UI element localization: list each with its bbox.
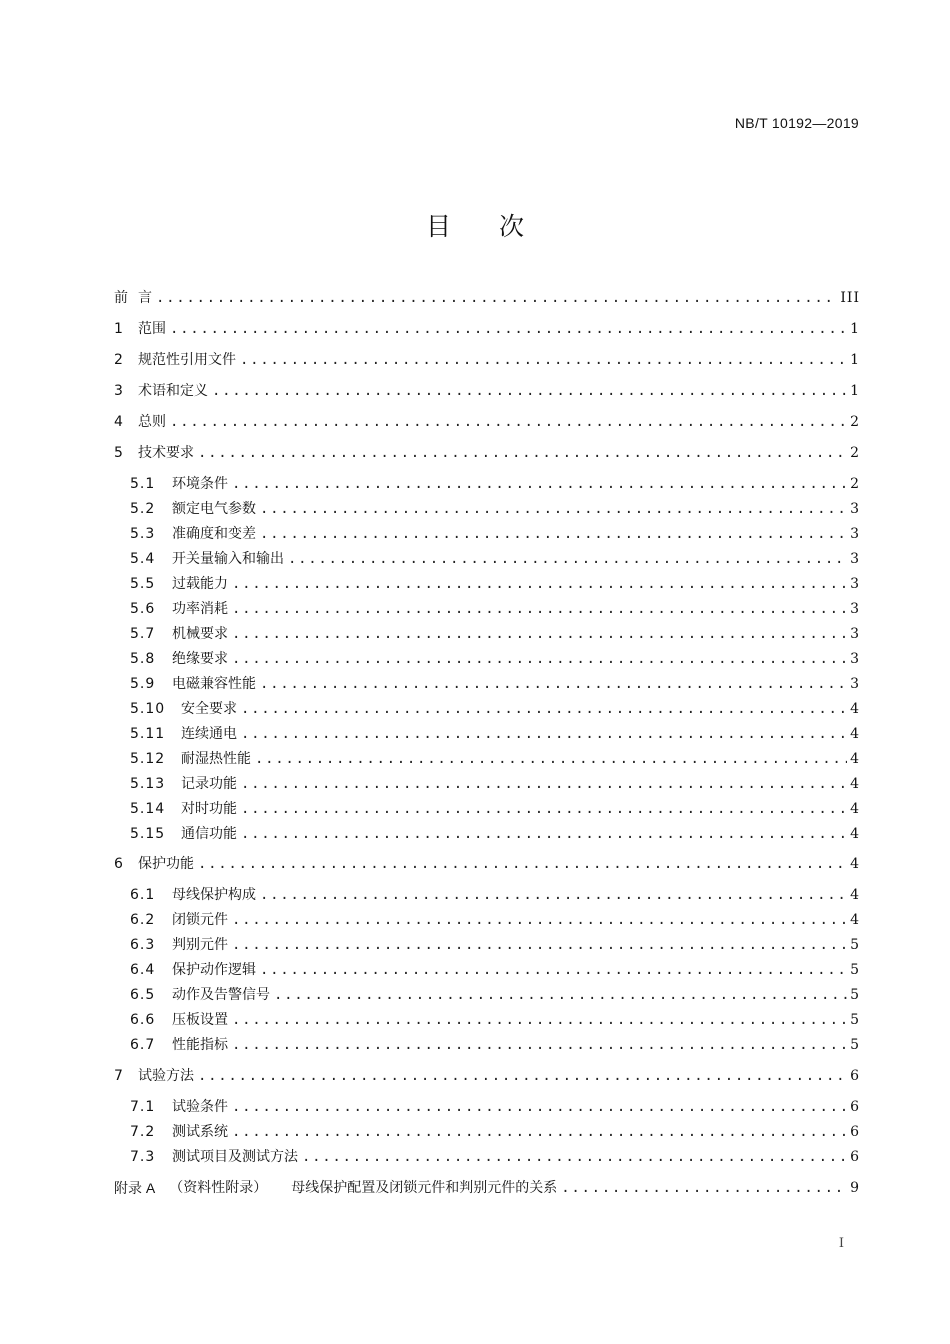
toc-entry-title: 闭锁元件 bbox=[172, 912, 228, 928]
toc-entry[interactable] bbox=[114, 287, 860, 309]
toc-dot-leader bbox=[241, 773, 847, 795]
toc-entry[interactable] bbox=[130, 934, 860, 956]
toc-entry-title: 测试项目及测试方法 bbox=[172, 1149, 298, 1165]
toc-entry-page: 6 bbox=[850, 1099, 860, 1115]
toc-entry-title: 绝缘要求 bbox=[172, 651, 228, 667]
toc-dot-leader bbox=[198, 442, 847, 464]
toc-entry-title: 技术要求 bbox=[138, 445, 194, 461]
toc-dot-leader bbox=[198, 853, 847, 875]
toc-entry-title: 准确度和变差 bbox=[172, 526, 256, 542]
toc-entry-number: 5.5 bbox=[130, 576, 156, 592]
appendix-page: 9 bbox=[850, 1180, 860, 1196]
toc-dot-leader bbox=[232, 1121, 847, 1143]
toc-dot-leader bbox=[232, 1034, 847, 1056]
toc-dot-leader bbox=[232, 934, 847, 956]
toc-entry[interactable] bbox=[114, 853, 860, 875]
toc-entry-number: 6.4 bbox=[130, 962, 156, 978]
toc-entry-number: 2 bbox=[114, 352, 123, 368]
toc-entry-title: 动作及告警信号 bbox=[172, 987, 270, 1003]
toc-entry-title: 术语和定义 bbox=[138, 383, 208, 399]
toc-dot-leader bbox=[232, 623, 847, 645]
toc-entry-number: 5.4 bbox=[130, 551, 156, 567]
toc-dot-leader bbox=[260, 498, 847, 520]
toc-entry-title: 总则 bbox=[138, 414, 166, 430]
toc-entry-title: 对时功能 bbox=[181, 801, 237, 817]
toc-dot-leader bbox=[561, 1177, 847, 1199]
toc-entry-title: 功率消耗 bbox=[172, 601, 228, 617]
toc-dot-leader bbox=[232, 1096, 847, 1118]
toc-entry-page: 5 bbox=[850, 987, 860, 1003]
toc-dot-leader bbox=[241, 698, 847, 720]
toc-entry-number: 1 bbox=[114, 321, 123, 337]
toc-entry-page: 4 bbox=[850, 801, 860, 817]
toc-dot-leader bbox=[170, 411, 847, 433]
toc-entry-number: 7.2 bbox=[130, 1124, 156, 1140]
toc-entry[interactable] bbox=[130, 1096, 860, 1118]
toc-dot-leader bbox=[241, 823, 847, 845]
toc-dot-leader bbox=[232, 1009, 847, 1031]
page-title bbox=[0, 207, 950, 243]
toc-entry[interactable] bbox=[130, 773, 860, 795]
toc-entry-title: 压板设置 bbox=[172, 1012, 228, 1028]
toc-entry-number: 5.11 bbox=[130, 726, 166, 742]
toc-entry-page: 3 bbox=[850, 501, 860, 517]
toc-entry-number: 5.14 bbox=[130, 801, 166, 817]
toc-dot-leader bbox=[212, 380, 847, 402]
toc-entry-page: 3 bbox=[850, 551, 860, 567]
toc-entry-number: 5.3 bbox=[130, 526, 156, 542]
toc-entry-title: 母线保护构成 bbox=[172, 887, 256, 903]
page-title-char-1: 目 bbox=[425, 212, 451, 241]
toc-entry-number: 5.12 bbox=[130, 751, 166, 767]
toc-entry-page: 1 bbox=[850, 321, 860, 337]
toc-entry[interactable] bbox=[130, 748, 860, 770]
toc-dot-leader bbox=[170, 318, 847, 340]
toc-entry[interactable] bbox=[130, 548, 860, 570]
toc-entry-title: 电磁兼容性能 bbox=[172, 676, 256, 692]
toc-entry-page: 4 bbox=[850, 701, 860, 717]
toc-entry-page: 5 bbox=[850, 962, 860, 978]
toc-entry[interactable] bbox=[130, 884, 860, 906]
toc-dot-leader bbox=[302, 1146, 847, 1168]
toc-entry-title: 试验条件 bbox=[172, 1099, 228, 1115]
toc-entry[interactable] bbox=[130, 1009, 860, 1031]
toc-entry-title: 保护动作逻辑 bbox=[172, 962, 256, 978]
page-title-char-2: 次 bbox=[499, 212, 525, 241]
toc-entry-number: 5.15 bbox=[130, 826, 166, 842]
appendix-number: 附录 A bbox=[114, 1180, 156, 1196]
toc-entry-page: 4 bbox=[850, 751, 860, 767]
toc-entry[interactable] bbox=[130, 959, 860, 981]
toc-dot-leader bbox=[255, 748, 847, 770]
toc-entry[interactable] bbox=[130, 1034, 860, 1056]
toc-entry[interactable] bbox=[130, 673, 860, 695]
toc-dot-leader bbox=[232, 648, 847, 670]
toc-entry-number: 5.13 bbox=[130, 776, 166, 792]
toc-entry[interactable] bbox=[130, 648, 860, 670]
appendix-type-tag: （资料性附录） bbox=[169, 1180, 268, 1196]
toc-entry[interactable] bbox=[130, 798, 860, 820]
toc-entry[interactable] bbox=[130, 473, 860, 495]
toc-entry-page: 5 bbox=[850, 1012, 860, 1028]
toc-entry-title: 连续通电 bbox=[181, 726, 237, 742]
toc-entry-number: 4 bbox=[114, 414, 123, 430]
toc-dot-leader bbox=[232, 909, 847, 931]
toc-entry-page: 3 bbox=[850, 526, 860, 542]
toc-entry-page: 2 bbox=[850, 414, 860, 430]
toc-entry[interactable] bbox=[130, 909, 860, 931]
toc-entry-title: 言 bbox=[138, 290, 152, 306]
toc-entry-title: 通信功能 bbox=[181, 826, 237, 842]
toc-entry-number: 6 bbox=[114, 856, 123, 872]
toc-entry-number: 6.3 bbox=[130, 937, 156, 953]
toc-entry-title: 安全要求 bbox=[181, 701, 237, 717]
toc-entry-title: 测试系统 bbox=[172, 1124, 228, 1140]
page-number: I bbox=[838, 1236, 844, 1251]
toc-entry-title: 额定电气参数 bbox=[172, 501, 256, 517]
toc-entry[interactable] bbox=[114, 442, 860, 464]
toc-entry-number: 7.1 bbox=[130, 1099, 156, 1115]
toc-dot-leader bbox=[260, 959, 847, 981]
toc-entry-page: 4 bbox=[850, 912, 860, 928]
toc-entry-number: 5.7 bbox=[130, 626, 156, 642]
toc-entry-page: 6 bbox=[850, 1149, 860, 1165]
toc-entry-page: 4 bbox=[850, 726, 860, 742]
toc-entry-number: 5 bbox=[114, 445, 123, 461]
toc-entry-page: 1 bbox=[850, 383, 860, 399]
toc-entry-number: 3 bbox=[114, 383, 123, 399]
toc-entry-number: 5.8 bbox=[130, 651, 156, 667]
toc-entry-title: 试验方法 bbox=[138, 1068, 194, 1084]
toc-entry[interactable] bbox=[130, 984, 860, 1006]
toc-entry[interactable] bbox=[130, 1146, 860, 1168]
toc-entry-page: III bbox=[840, 290, 860, 306]
toc-entry-title: 规范性引用文件 bbox=[138, 352, 236, 368]
toc-entry[interactable] bbox=[130, 573, 860, 595]
toc-entry[interactable] bbox=[130, 823, 860, 845]
toc-entry-title: 性能指标 bbox=[172, 1037, 228, 1053]
toc-entry[interactable] bbox=[130, 598, 860, 620]
toc-entry-title: 过载能力 bbox=[172, 576, 228, 592]
toc-entry-title: 保护功能 bbox=[138, 856, 194, 872]
toc-entry-number: 7.3 bbox=[130, 1149, 156, 1165]
toc-dot-leader bbox=[240, 349, 847, 371]
appendix-title: 母线保护配置及闭锁元件和判别元件的关系 bbox=[291, 1180, 558, 1196]
toc-entry-title: 判别元件 bbox=[172, 937, 228, 953]
toc-entry-title: 范围 bbox=[138, 321, 166, 337]
document-number: NB/T 10192—2019 bbox=[734, 115, 859, 131]
toc-entry[interactable] bbox=[130, 723, 860, 745]
toc-entry-title: 开关量输入和输出 bbox=[172, 551, 284, 567]
toc-entry[interactable] bbox=[114, 411, 860, 433]
toc-entry-page: 3 bbox=[850, 651, 860, 667]
toc-entry-page: 4 bbox=[850, 887, 860, 903]
toc-dot-leader bbox=[241, 798, 847, 820]
toc-entry-number: 6.2 bbox=[130, 912, 156, 928]
toc-entry[interactable] bbox=[114, 1065, 860, 1087]
toc-entry-number: 前 bbox=[114, 290, 128, 306]
toc-dot-leader bbox=[232, 598, 847, 620]
toc-entry-title: 环境条件 bbox=[172, 476, 228, 492]
toc-entry-page: 3 bbox=[850, 626, 860, 642]
toc-entry[interactable] bbox=[130, 623, 860, 645]
toc-entry-page: 5 bbox=[850, 1037, 860, 1053]
toc-entry-number: 6.7 bbox=[130, 1037, 156, 1053]
toc-entry[interactable] bbox=[114, 349, 860, 371]
toc-entry[interactable] bbox=[114, 380, 860, 402]
toc-entry-title: 耐湿热性能 bbox=[181, 751, 251, 767]
toc-entry-page: 6 bbox=[850, 1124, 860, 1140]
toc-entry[interactable] bbox=[130, 498, 860, 520]
toc-entry-number: 6.1 bbox=[130, 887, 156, 903]
toc-entry[interactable] bbox=[130, 523, 860, 545]
toc-dot-leader bbox=[274, 984, 847, 1006]
toc-entry-page: 4 bbox=[850, 776, 860, 792]
toc-dot-leader bbox=[232, 473, 847, 495]
toc-entry-page: 2 bbox=[850, 476, 860, 492]
toc-entry-number: 7 bbox=[114, 1068, 123, 1084]
toc-entry-page: 3 bbox=[850, 601, 860, 617]
toc-dot-leader bbox=[260, 523, 847, 545]
toc-entry-number: 5.6 bbox=[130, 601, 156, 617]
toc-entry-number: 5.2 bbox=[130, 501, 156, 517]
toc-entry-appendix[interactable] bbox=[114, 1177, 860, 1199]
toc-dot-leader bbox=[198, 1065, 847, 1087]
toc-entry-page: 4 bbox=[850, 826, 860, 842]
toc-dot-leader bbox=[260, 884, 847, 906]
toc-entry-number: 6.6 bbox=[130, 1012, 156, 1028]
toc-dot-leader bbox=[260, 673, 847, 695]
toc-entry-number: 5.1 bbox=[130, 476, 156, 492]
toc-entry[interactable] bbox=[130, 1121, 860, 1143]
toc-entry-title: 记录功能 bbox=[181, 776, 237, 792]
toc-entry-page: 3 bbox=[850, 676, 860, 692]
toc-dot-leader bbox=[156, 287, 837, 309]
toc-dot-leader bbox=[288, 548, 847, 570]
toc-entry-page: 3 bbox=[850, 576, 860, 592]
toc-entry[interactable] bbox=[130, 698, 860, 720]
toc-dot-leader bbox=[241, 723, 847, 745]
toc-entry-page: 2 bbox=[850, 445, 860, 461]
toc-entry-page: 1 bbox=[850, 352, 860, 368]
toc-entry-page: 4 bbox=[850, 856, 860, 872]
toc-entry-page: 6 bbox=[850, 1068, 860, 1084]
toc-entry-page: 5 bbox=[850, 937, 860, 953]
toc-entry-title: 机械要求 bbox=[172, 626, 228, 642]
toc-entry-number: 5.10 bbox=[130, 701, 166, 717]
toc-entry-number: 6.5 bbox=[130, 987, 156, 1003]
toc-entry[interactable] bbox=[114, 318, 860, 340]
toc-dot-leader bbox=[232, 573, 847, 595]
toc-entry-number: 5.9 bbox=[130, 676, 156, 692]
